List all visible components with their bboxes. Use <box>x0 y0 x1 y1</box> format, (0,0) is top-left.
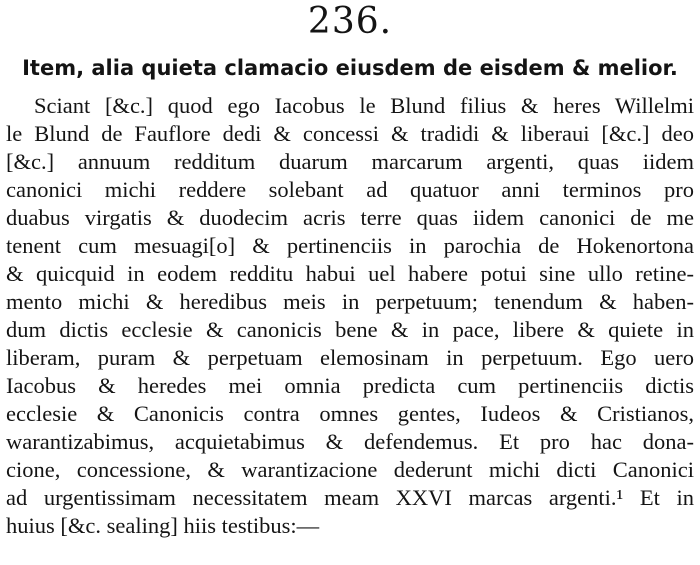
body-line: [&c.] annuum redditum duarum marcarum argenti, quas iidem <box>6 149 694 174</box>
body-line: mento michi & heredibus meis in perpetuum; tenendum & haben- <box>6 289 694 314</box>
body-line: canonici michi reddere solebant ad quatuor anni terminos pro <box>6 177 694 202</box>
body-line: warantizabimus, acquietabimus & defendemus. Et pro hac dona- <box>6 429 694 454</box>
body-line: & quicquid in eodem redditu habui uel habere potui sine ullo retine- <box>6 261 694 286</box>
body-line: duabus virgatis & duodecim acris terre quas iidem canonici de me <box>6 205 694 230</box>
body-line: Iacobus & heredes mei omnia predicta cum pertinenciis dictis <box>6 373 694 398</box>
body-line: ecclesie & Canonicis contra omnes gentes, Iudeos & Cristianos, <box>6 401 694 426</box>
body-line: ad urgentissimam necessitatem meam XXVI marcas argenti.¹ Et in <box>6 485 694 510</box>
document-title: Item, alia quieta clamacio eiusdem de eisdem & melior. <box>22 56 678 80</box>
body-line: tenent cum mesuagi[o] & pertinenciis in parochia de Hokenortona <box>6 233 694 258</box>
body-line: cione, concessione, & warantizacione dederunt michi dicti Canonici <box>6 457 694 482</box>
body-line: huius [&c. sealing] hiis testibus:— <box>6 513 320 538</box>
body-line: le Blund de Fauflore dedi & concessi & tradidi & liberaui [&c.] deo <box>6 121 694 146</box>
page-number: 236. <box>307 1 393 42</box>
body-line: liberam, puram & perpetuam elemosinam in perpetuum. Ego uero <box>6 345 694 370</box>
body-line: Sciant [&c.] quod ego Iacobus le Blund filius & heres Willelmi <box>34 93 694 118</box>
body-line: dum dictis ecclesie & canonicis bene & in pace, libere & quiete in <box>6 317 694 342</box>
